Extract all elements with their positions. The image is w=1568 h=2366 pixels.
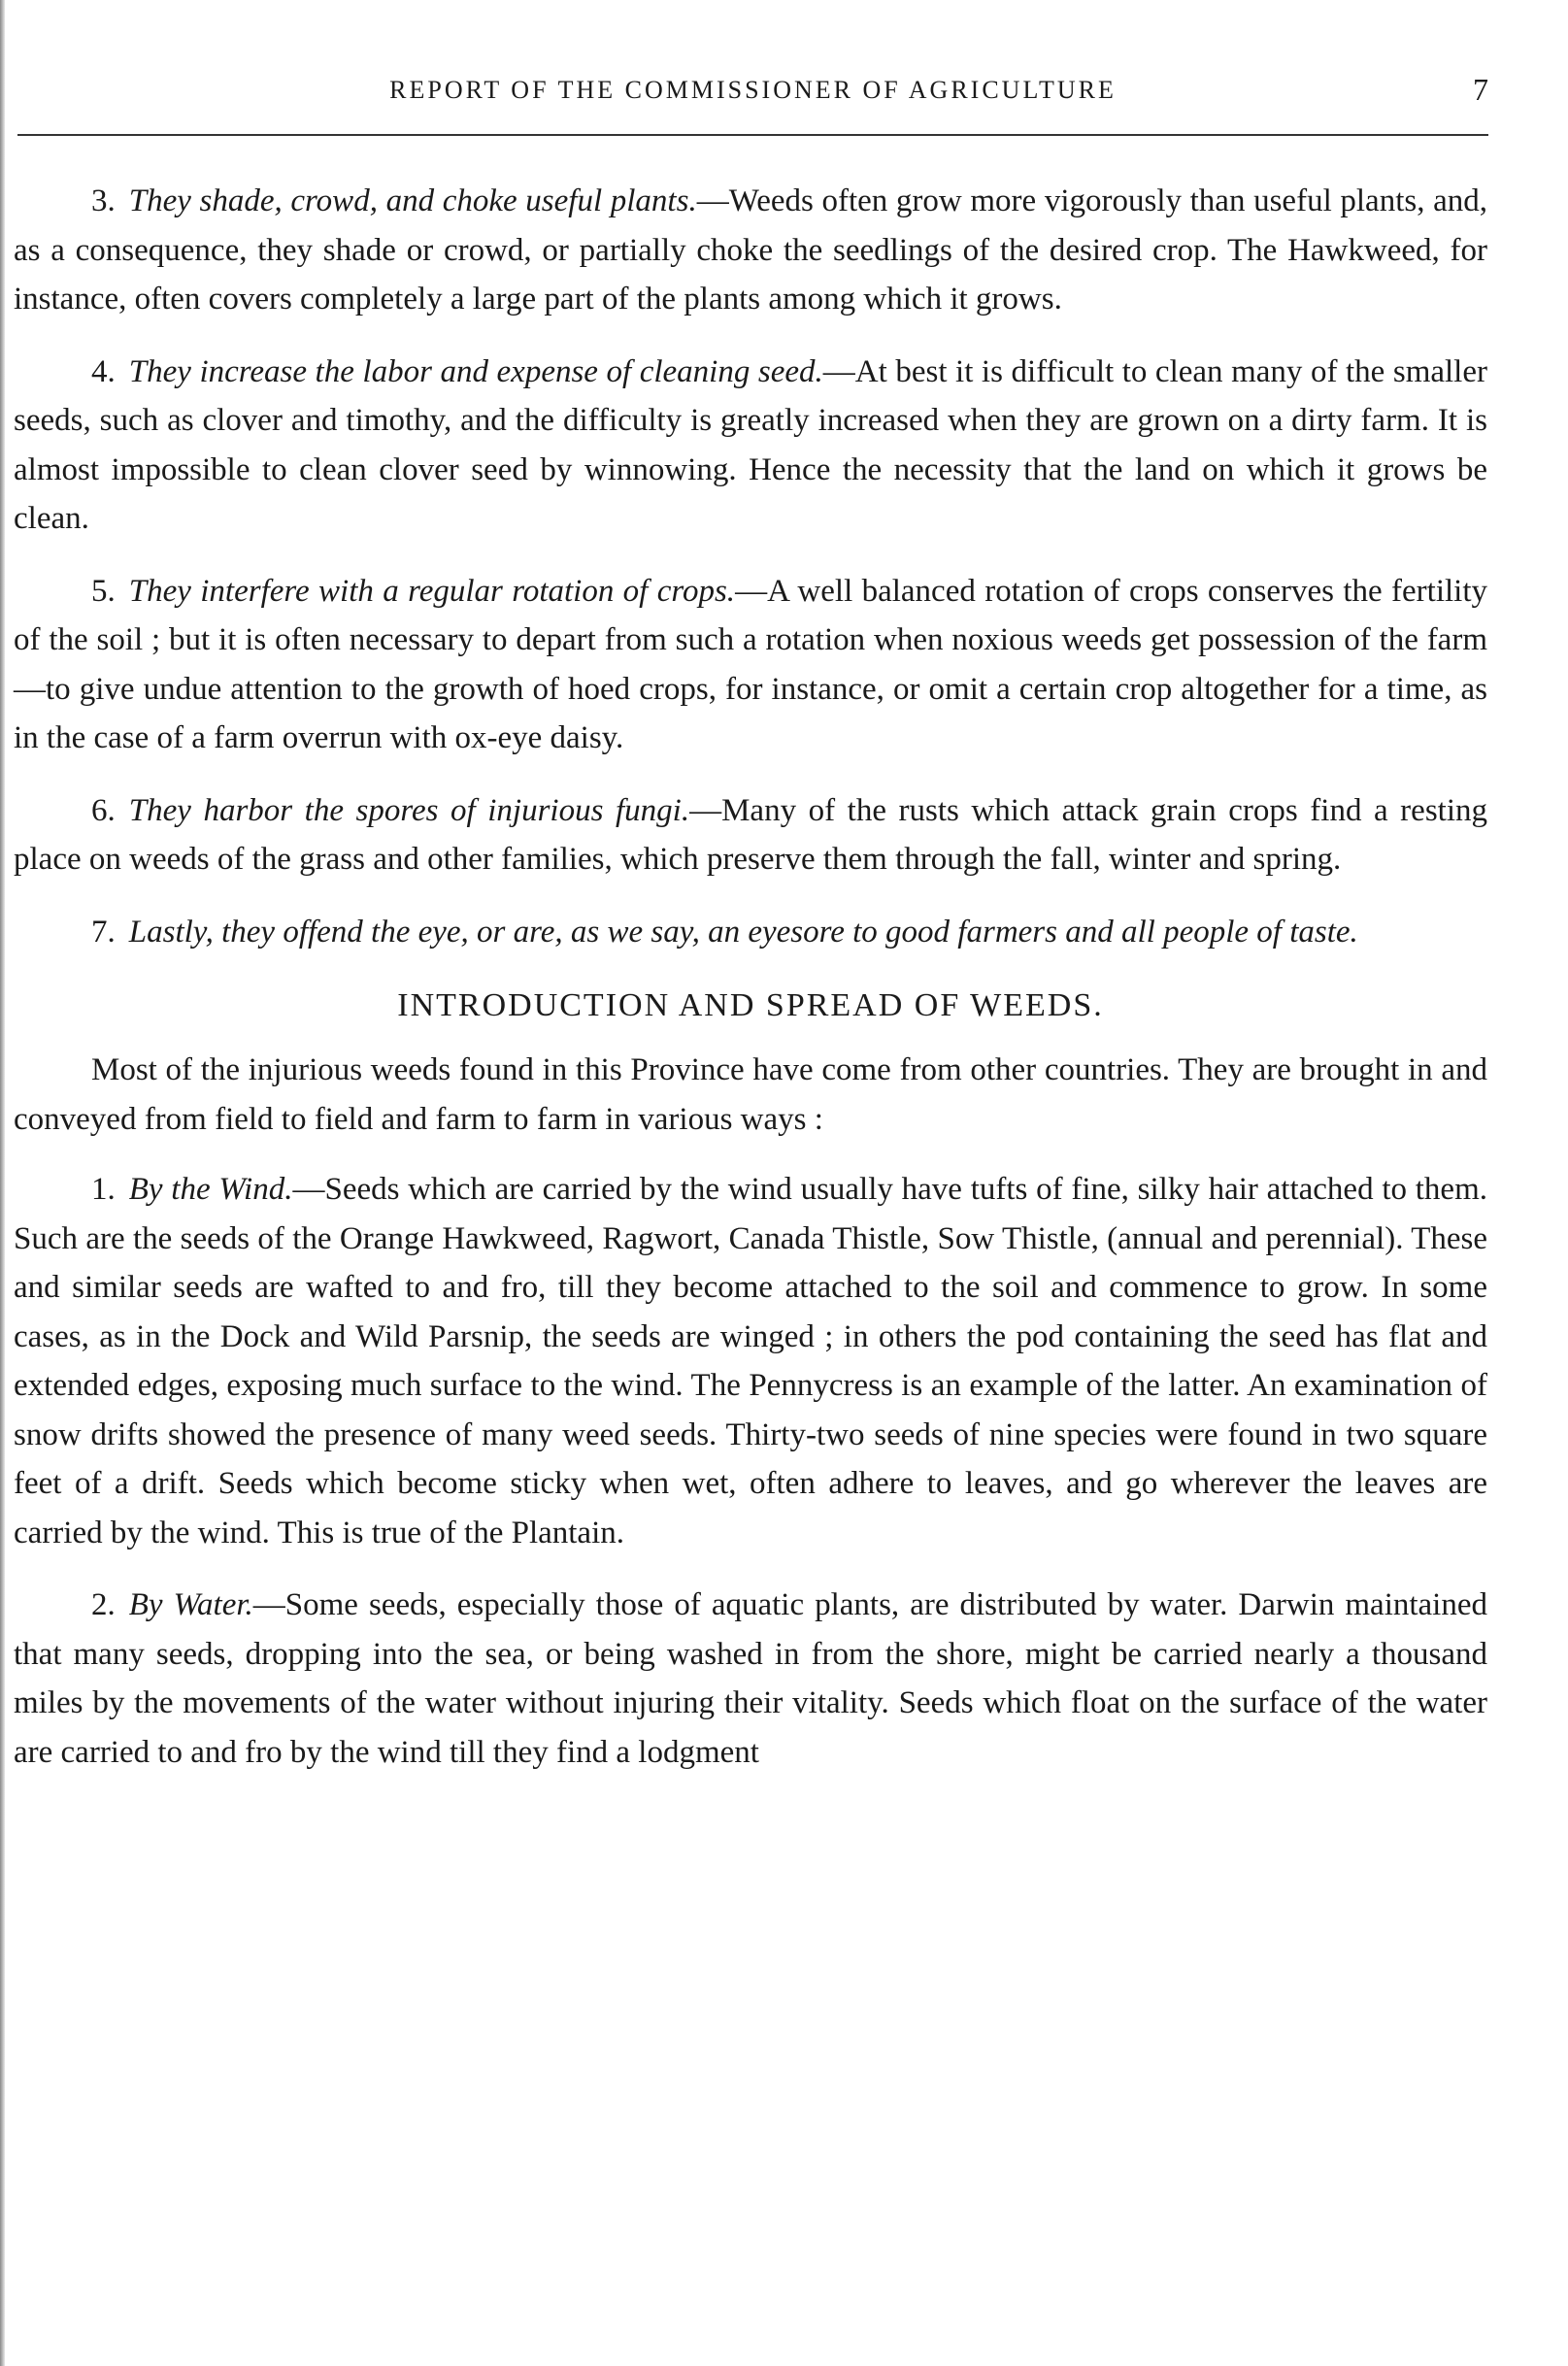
item-title: By the Wind. (128, 1172, 293, 1207)
item-text: —Seeds which are carried by the wind usually have tufts of fine, silky hair attached to them. Such are the seeds of the Orange Hawkweed, Ragwort, Canada Thistle, Sow Thistle, (annual and perennial). These and similar seeds are wafted to and fro, till they become attached to the soil and commence to grow. In some cases, as in the Dock and Wild Parsnip, the seeds are winged ; in others the pod containing the seed has flat and extended edges, exposing much surface to the wind. The Pennycress is an example of the latter. An examination of snow drifts showed the presence of many weed seeds. Thirty-two seeds of nine species were found in two square feet of a drift. Seeds which become sticky when wet, often adhere to leaves, and go wherever the leaves are carried by the wind. This is true of the Plantain. (14, 1172, 1487, 1550)
paragraph-item-4 (14, 348, 1487, 544)
item-title: They interfere with a regular rotation of crops. (128, 573, 736, 609)
paragraph-item-7 (14, 908, 1487, 957)
item-title: They shade, crowd, and choke useful plants. (128, 183, 697, 218)
item-number: 1. (91, 1172, 116, 1207)
page-edge-shadow (0, 0, 5, 2366)
item-text: —Some seeds, especially those of aquatic plants, are distributed by water. Darwin maintained that many seeds, dropping into the sea, or being washed in from the shore, might be carried nearly a thousand miles by the movements of the water without injuring their vitality. Seeds which float on the surface of the water are carried to and fro by the wind till they find a lodgment (14, 1587, 1487, 1770)
item-text: —Many of the rusts which attack grain crops find a resting place on weeds of the grass and other families, which preserve them through the fall, winter and spring. (14, 792, 1488, 877)
page-number: 7 (1473, 72, 1488, 107)
paragraph-item-6 (14, 786, 1487, 884)
paragraph-item-5 (14, 567, 1487, 763)
item-number: 5. (91, 573, 116, 609)
section-heading: INTRODUCTION AND SPREAD OF WEEDS. (397, 987, 1104, 1023)
item-title: They increase the labor and expense of cleaning seed. (128, 353, 823, 389)
item-number: 6. (91, 792, 116, 828)
header-rule (17, 134, 1488, 136)
item-number: 4. (91, 353, 116, 389)
page-body (14, 177, 1487, 1800)
item-text: —A well balanced rotation of crops conserves the fertility of the soil ; but it is often necessary to depart from such a rotation when noxious weeds get possession of the farm—to give undue attention to the growth of hoed crops, for instance, or omit a certain crop altogether for a time, as in the case of a farm overrun with ox-eye daisy. (14, 573, 1487, 755)
paragraph-by-wind (14, 1165, 1487, 1557)
item-number: 2. (91, 1587, 116, 1622)
item-title: By Water. (128, 1587, 253, 1622)
running-head: REPORT OF THE COMMISSIONER OF AGRICULTURE (389, 76, 1117, 104)
paragraph-by-water (14, 1581, 1487, 1777)
item-text: —Weeds often grow more vigorously than useful plants, and, as a consequence, they shade or crowd, or partially choke the seedlings of the desired crop. The Hawkweed, for instance, often covers completely a large part of the plants among which it grows. (14, 183, 1487, 317)
item-number: 7. (91, 914, 116, 950)
item-title: They harbor the spores of injurious fungi. (128, 792, 690, 828)
page-header (17, 72, 1488, 124)
item-title: Lastly, they offend the eye, or are, as we say, an eyesore to good farmers and all people of taste. (128, 914, 1358, 950)
section-intro: Most of the injurious weeds found in this Province have come from other countries. They are brought in and conveyed from field to field and farm to farm in various ways : (14, 1052, 1487, 1137)
paragraph-item-3 (14, 177, 1487, 324)
item-number: 3. (91, 183, 116, 218)
item-text: —At best it is difficult to clean many of the smaller seeds, such as clover and timothy, and the difficulty is greatly increased when they are grown on a dirty farm. It is almost impossible to clean clover seed by winnowing. Hence the necessity that the land on which it grows be clean. (14, 353, 1487, 536)
